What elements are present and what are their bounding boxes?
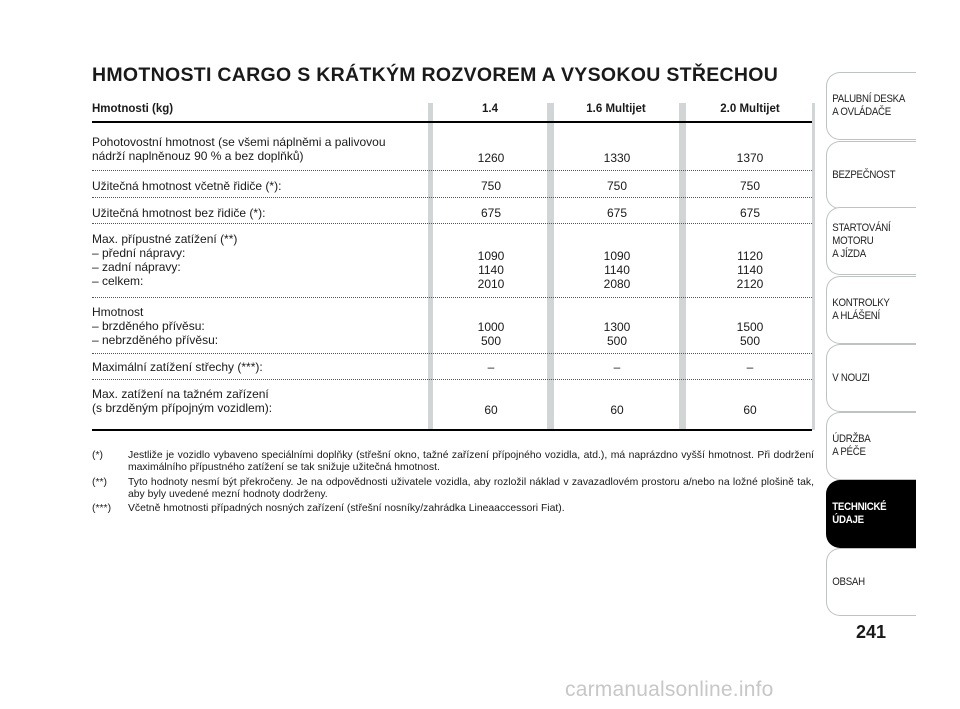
cell-payload-without-driver-1-6: 675 — [606, 206, 628, 220]
cell-payload-with-driver-2-0: 750 — [739, 179, 761, 193]
table-bottom-rule — [92, 429, 812, 431]
footnotes — [92, 450, 814, 517]
tab-label: STARTOVÁNÍ MOTORU A JÍZDA — [832, 221, 891, 260]
cell-curb-weight-2-0: 1370 — [736, 151, 764, 165]
row-label-payload-without-driver: Užitečná hmotnost bez řidiče (*): — [92, 206, 266, 220]
row-separator — [92, 223, 812, 224]
tab-bezpecnost[interactable] — [826, 141, 916, 209]
row-label-curb-weight — [92, 135, 386, 163]
column-bar-1 — [428, 103, 433, 430]
column-bar-2 — [547, 103, 554, 430]
tab-label: ÚDRŽBA A PÉČE — [832, 433, 871, 458]
cell-max-axle-load-1-6: 1090 1140 2080 — [603, 249, 631, 291]
cell-payload-with-driver-1-6: 750 — [606, 179, 628, 193]
cell-max-axle-load-1-4: 1090 1140 2010 — [477, 249, 505, 291]
watermark: carmanualsonline.info — [565, 678, 774, 701]
cell-roof-load-2-0: – — [746, 360, 754, 374]
tab-udrzba[interactable] — [826, 412, 916, 480]
row-separator — [92, 379, 812, 380]
cell-max-axle-load-2-0: 1120 1140 2120 — [736, 249, 764, 291]
cell-trailer-weight-2-0: 1500 500 — [736, 320, 764, 348]
footnote-text: Tyto hodnoty nesmí být překročeny. Je na odpovědnosti uživatele vozidla, aby rozložil náklad v zavazadlovém prostoru a/nebo na ložné plošině tak, aby byly uvedené mezní hodnoty dodrženy. — [128, 476, 814, 500]
row-label-max-axle-load: Max. přípustné zatížení (**) – přední nápravy: – zadní nápravy: – celkem: — [92, 232, 238, 288]
cell-payload-with-driver-1-4: 750 — [480, 179, 502, 193]
header-rule — [92, 121, 812, 123]
cell-payload-without-driver-2-0: 675 — [739, 206, 761, 220]
column-header-2-0-multijet: 2.0 Multijet — [720, 103, 780, 115]
cell-towbar-load-1-4: 60 — [484, 403, 498, 417]
cell-towbar-load-2-0: 60 — [743, 403, 757, 417]
footnote — [92, 450, 814, 475]
footnote-text: Včetně hmotnosti případných nosných zařízení (střešní nosníky/zahrádka Lineaaccessori Fiat). — [128, 503, 565, 515]
row-separator — [92, 170, 812, 171]
row-separator — [92, 197, 812, 198]
cell-roof-load-1-4: – — [487, 360, 495, 374]
row-label-trailer-weight: Hmotnost – brzděného přívěsu: – nebrzděného přívěsu: — [92, 305, 219, 347]
footnote — [92, 477, 814, 502]
cell-curb-weight-1-4: 1260 — [477, 151, 505, 165]
cell-payload-without-driver-1-4: 675 — [480, 206, 502, 220]
tab-v-nouzi[interactable] — [826, 344, 916, 412]
row-label-towbar-load: Max. zatížení na tažném zařízení (s brzděným přípojným vozidlem): — [92, 387, 273, 415]
cell-trailer-weight-1-4: 1000 500 — [477, 320, 505, 348]
row-label-text: Pohotovostní hmotnost (se všemi náplněmi a palivovou nádrží naplněnouz 90 % a bez doplňků) — [92, 135, 386, 163]
page-title: HMOTNOSTI CARGO S KRÁTKÝM ROZVOREM A VYSOKOU STŘECHOU — [92, 64, 779, 86]
tab-label: OBSAH — [832, 575, 865, 588]
row-separator — [92, 297, 812, 298]
tab-technicke-udaje[interactable] — [826, 480, 916, 548]
tab-label: PALUBNÍ DESKA A OVLÁDAČE — [832, 93, 906, 118]
footnote-text: Jestliže je vozidlo vybaveno speciálními doplňky (střešní okno, tažné zařízení přípojného vozidla, atd.), má naprázdno vyšší hmotnost. Při dodržení maximálního přípustného zatížení se tak snižuje užitečná hmotnost. — [128, 450, 814, 474]
cell-curb-weight-1-6: 1330 — [603, 151, 631, 165]
tab-obsah[interactable] — [826, 548, 916, 616]
page-number: 241 — [855, 622, 887, 642]
row-separator — [92, 353, 812, 354]
cell-roof-load-1-6: – — [613, 360, 621, 374]
tab-label: BEZPEČNOST — [832, 168, 896, 181]
tab-label: V NOUZI — [832, 371, 870, 384]
tab-startovani[interactable] — [826, 207, 916, 275]
column-bar-4 — [812, 103, 815, 430]
tab-kontrolky[interactable] — [826, 276, 916, 344]
column-header-1-4: 1.4 — [482, 103, 498, 115]
row-label-payload-with-driver: Užitečná hmotnost včetně řidiče (*): — [92, 179, 282, 193]
footnote-mark: (**) — [92, 476, 108, 488]
footnote-mark: (***) — [92, 503, 112, 515]
tab-palubni-deska[interactable] — [826, 72, 916, 140]
column-bar-3 — [679, 103, 686, 430]
column-header-1-6-multijet: 1.6 Multijet — [586, 103, 646, 115]
tab-label: TECHNICKÉ ÚDAJE — [832, 501, 887, 526]
footnote-mark: (*) — [92, 450, 103, 461]
footnote — [92, 503, 814, 515]
table-header-label: Hmotnosti (kg) — [92, 103, 174, 115]
row-label-roof-load: Maximální zatížení střechy (***): — [92, 360, 263, 374]
cell-towbar-load-1-6: 60 — [610, 403, 624, 417]
tab-label: KONTROLKY A HLÁŠENÍ — [832, 297, 890, 322]
cell-trailer-weight-1-6: 1300 500 — [603, 320, 631, 348]
